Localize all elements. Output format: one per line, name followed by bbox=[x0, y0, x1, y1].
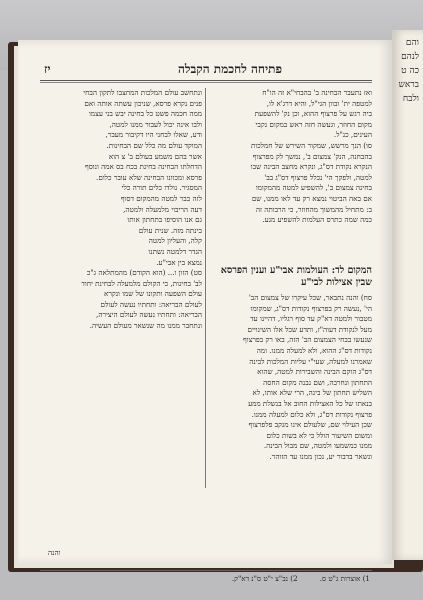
text-line: השליש תחתון של בינה, הרי שלא אותו, לא bbox=[252, 388, 372, 398]
text-line: אשר בהם משמע בעולם ב' צ הוא bbox=[108, 151, 202, 161]
text-line: סח) והנה נתבאר, שכל עיקרו של צמצום הב' bbox=[248, 293, 372, 302]
text-line: דעה הריבוי מלמעלה ולמטה, bbox=[123, 204, 202, 214]
text-line: הדחלתו הבחינה בחינת בכח בס אמה ונוסף bbox=[85, 162, 202, 172]
text-line: התחתון ונחרבה, ושם נבנה מקום החסה bbox=[263, 377, 372, 387]
text-line: סט) הזון ו... (הוא הקודם) מהמתלאה ג"כ bbox=[86, 268, 202, 278]
text-line: הי' ,נעשה רק בפרצוף נקודות דס"ג, שמקומו bbox=[250, 303, 372, 313]
text-line: לזה כבר למטה מהמקום דסוף bbox=[120, 193, 202, 203]
text-line: עולם השפעה ותקונו של שמו ונקרא bbox=[104, 289, 202, 299]
header-rule-secondary bbox=[40, 82, 372, 83]
text-line: דס"ג הוקם הבינה והשבירות למטה, שהוא bbox=[257, 367, 372, 377]
facing-page-text: והם לנהם כה ט בראש ולבח bbox=[398, 38, 419, 104]
text-line: כמה שמה כתרס העלמות להשפיע מגע. bbox=[262, 215, 372, 225]
text-line: בנאתו של כל האצילות החוב אל בנשלת ממע bbox=[248, 398, 372, 408]
text-line: ודע, שאלו לבחני היו דקיבור מעבר, bbox=[105, 130, 202, 140]
text-line: ומשום השיעור הולל כי לא בשות כלום bbox=[266, 430, 372, 440]
footnote-rule bbox=[40, 570, 372, 571]
text-line: מעל לנקודת דעוה"ז, ותדע שכל אלו השינויים bbox=[247, 324, 372, 334]
text-line: נקודות דס"ג ההוא, ולא למעלה ממנו. ומה bbox=[256, 345, 372, 355]
text-line: הבריאה: ותחתיו נעשה לעולם היצירה, bbox=[96, 310, 202, 320]
text-line: המוקד עולם מה כלל שם הבחינות. bbox=[106, 140, 202, 150]
footnotes bbox=[210, 574, 370, 583]
text-line: ונתחשב עולם המלכות המחצבו לתקון הבחי bbox=[83, 88, 202, 97]
section-heading: המקום לד: העולמות אבי"ע וענין הפרסא שבין אצילות לבי"ע bbox=[220, 265, 372, 288]
text-line: ביה רגש על פרצוף ההוא, וכן נק' להשפעת bbox=[254, 109, 372, 119]
column-divider bbox=[205, 88, 206, 488]
right-column-bottom bbox=[210, 293, 372, 463]
text-line: ב: מתחיל מהמשוך מהחוזר, כי הרבותה זה bbox=[255, 204, 372, 214]
text-line: בינתה מזה. שנית עולם bbox=[138, 225, 202, 235]
text-line: מטבור ולמטה דא"ק עד סוף רגליו, דהיינו עד bbox=[250, 314, 372, 324]
text-line: הנקרא נקודת דס"ג, ונקרא מחצב הבינה שבו bbox=[250, 162, 372, 172]
text-line: שנעשו בבחי הצמצום הב' הזה, באו רק בפרצוף bbox=[243, 335, 372, 345]
text-line: מקום החוזר, וגעשה חזה ראש במקום נקבי bbox=[255, 119, 372, 129]
right-column-top bbox=[210, 88, 372, 226]
text-line: פרצוף נקודות דס"ג, ולא כלום למעלה ממנו. bbox=[251, 409, 372, 419]
text-line: הגדר דלמטה נשתנו bbox=[148, 246, 202, 256]
page-title: פתיחה לחכמת הקבלה bbox=[178, 62, 282, 76]
text-line: שאמרנו למעלה, שעי"י עליות המלכות לבינה bbox=[249, 356, 372, 366]
catchword: והנה bbox=[48, 548, 61, 557]
text-line: ונתחבר ממנו מה שנשאר מעולם העשיה. bbox=[89, 321, 202, 331]
footnote: 1) אוצרות ג"ט ס. bbox=[319, 574, 370, 583]
text-line: ונשאר בדבור יע, נכון ממנו עד הזוהר. bbox=[269, 451, 372, 461]
text-line: גם אנו הוסיפו בתחתון אותו bbox=[127, 215, 202, 225]
footnote: 2) נב"צ י"ט ס"נ דא"ק. bbox=[231, 574, 298, 583]
text-line: העינים, כנ"ל. bbox=[333, 130, 372, 140]
text-line: ואז נתעבר הבחינה ב' בהבחי"א זה הו"ח bbox=[262, 88, 372, 97]
text-line: בהבחנה, הנק' צמצום ב', נמשך לק מפרצוף bbox=[252, 151, 372, 161]
facing-page bbox=[392, 30, 423, 560]
text-line: קלה, והעליון למטה bbox=[148, 236, 202, 246]
running-header bbox=[40, 62, 372, 78]
page-number: יז bbox=[44, 62, 51, 76]
text-line: פרסא ומכוונו הבחינה שלא עובר כלום. bbox=[96, 172, 202, 182]
text-line: פנים נקרא פרסא, שניכון עשתה אותה ואם bbox=[84, 98, 202, 108]
book-page bbox=[18, 40, 392, 583]
text-line: סו) הנך מרשש, שמקור השירש של חמלכות bbox=[250, 140, 372, 150]
text-line: למטה, ולפקך הי' נכלל פרצוף דס"ג בב' bbox=[264, 172, 372, 182]
text-line: לעולם הבריאה: ותחתיו נעשה לעולם bbox=[100, 299, 202, 309]
text-line: בחינה צמצום ב', להשפיע למטה מהמקומו bbox=[255, 183, 372, 193]
text-line: ממנו כמשמעו ולמטה, שם מבול הבינה. bbox=[263, 441, 372, 451]
header-rule bbox=[40, 80, 372, 81]
text-line: ממה חכמה פשט כל בחינה יבש בני עצמו bbox=[88, 109, 202, 119]
left-column bbox=[40, 88, 202, 332]
text-line: ולבו אינה יכול לעבור ממנו למטה, bbox=[109, 119, 202, 129]
text-line: לב' בחינות, כי הקולם מלמעלה לבחינת יחוד bbox=[81, 278, 202, 288]
text-line: למטפה ית' ובוון הגי"ל, והיא דרג'א לו, bbox=[266, 98, 372, 108]
text-line: נמצא בין אבי"ע. bbox=[156, 257, 202, 267]
text-line: המסגיר. נולדו כלים תורה כלי bbox=[121, 183, 202, 193]
text-line: שכן העילוי שם, שלעולם אינו מנקב פלפרצוף bbox=[248, 420, 372, 430]
text-line: אם באה הביטוי נמצא רק עד לאו ממנו, שם bbox=[251, 193, 372, 203]
